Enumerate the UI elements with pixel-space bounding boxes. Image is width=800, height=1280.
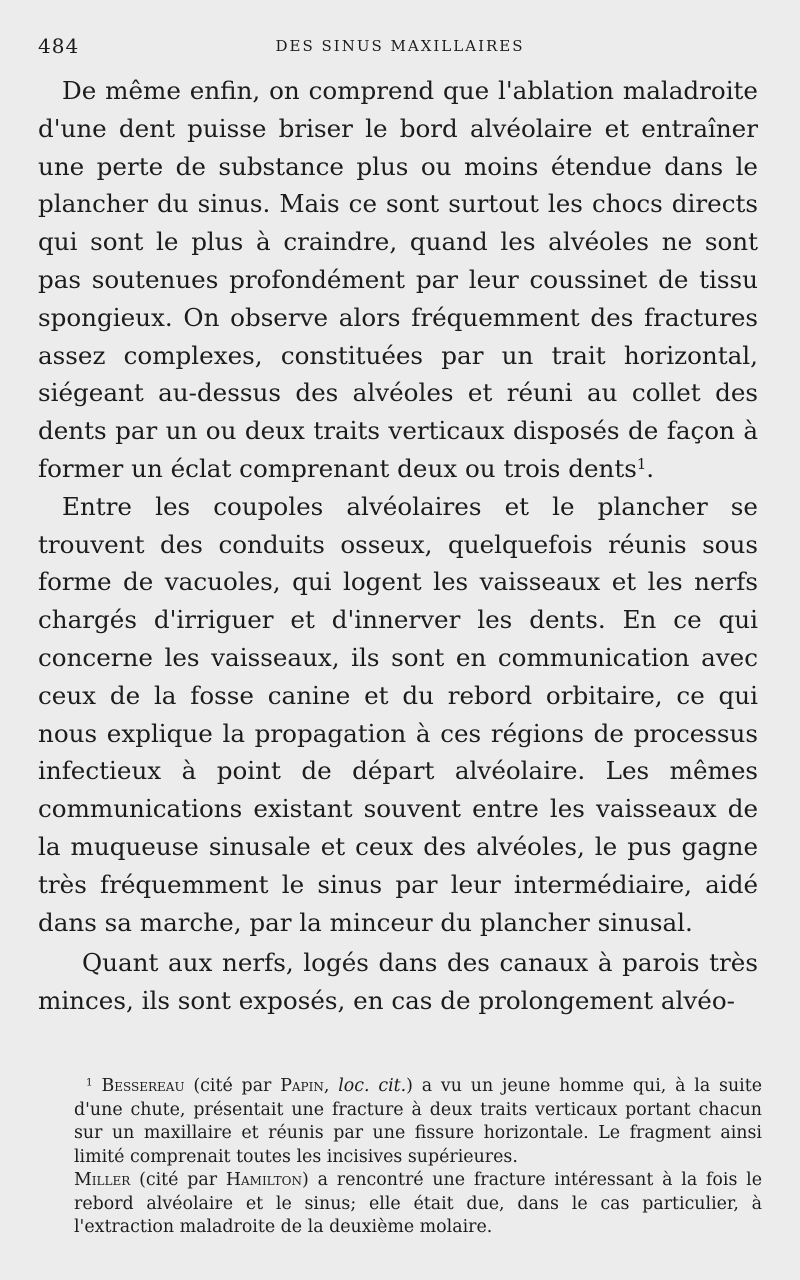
paragraph-text: De même enfin, on comprend que l'ablation maladroite d'une dent puisse briser le bord alvéolaire et entraîner une perte de substance plus ou moins étendue dans le plancher du sinus. Mais ce sont surtout les chocs directs qui sont le plus à craindre, quand les alvéoles ne sont pas soutenues profondément par leur coussinet de tissu spongieux. On observe alors fréquemment des fractures assez complexes, constituées par un trait horizontal, siégeant au-dessus des alvéoles et réuni au collet des dents par un ou deux traits verticaux disposés de façon à former un éclat comprenant deux ou trois dents bbox=[38, 76, 758, 483]
footnote-text: ) a rencontré une fracture intéressant à la fois le rebord alvéolaire et le sinus; elle était due, dans le cas particulier, à l'extraction maladroite de la deuxième molaire. bbox=[74, 1170, 763, 1237]
footnote-text: , bbox=[323, 1076, 339, 1096]
footnote-author: Miller bbox=[74, 1170, 131, 1190]
footnote-mark: 1 bbox=[86, 1076, 93, 1089]
footnote-citation: loc. cit. bbox=[338, 1076, 407, 1096]
footnote bbox=[74, 1169, 762, 1240]
footnotes bbox=[74, 1075, 762, 1240]
paragraph-text: Entre les coupoles alvéolaires et le plancher se trouvent des conduits osseux, quelquefois réunis sous forme de vacuoles, qui logent les vaisseaux et les nerfs chargés d'irriguer et d'innerver les dents. En ce qui concerne les vaisseaux, ils sont en communication avec ceux de la fosse canine et du rebord orbitaire, ce qui nous explique la propagation à ces régions de processus infectieux à point de départ alvéolaire. Les mêmes communications existant souvent entre les vaisseaux de la muqueuse sinusale et ceux des alvéoles, le pus gagne très fréquemment le sinus par leur intermédiaire, aidé dans sa marche, par la minceur du plancher sinusal. bbox=[38, 491, 758, 937]
body-text bbox=[38, 72, 758, 1020]
footnote-text: (cité par bbox=[130, 1170, 226, 1190]
paragraph-end: . bbox=[646, 453, 655, 483]
page-header bbox=[38, 34, 762, 58]
footnote-text: ) a vu un jeune homme qui, à la suite d'une chute, présentait une fracture à deux traits verticaux portant chacun sur un maxillaire et réunis par une fissure horizontale. Le fragment ainsi limité comprenait toutes les incisives supérieures. bbox=[74, 1076, 763, 1167]
paragraph-text: Quant aux nerfs, logés dans des canaux à parois très minces, ils sont exposés, en cas de prolongement alvéo- bbox=[38, 948, 758, 1016]
running-title: DES SINUS MAXILLAIRES bbox=[275, 37, 525, 55]
footnote-cited-author: Papin bbox=[280, 1076, 324, 1096]
footnote-reference: 1 bbox=[636, 455, 647, 473]
page-number: 484 bbox=[38, 34, 80, 58]
paragraph bbox=[38, 72, 758, 488]
footnote bbox=[74, 1075, 762, 1169]
footnote-cited-author: Hamilton bbox=[225, 1170, 303, 1190]
footnote-text: (cité par bbox=[184, 1076, 281, 1096]
paragraph bbox=[38, 944, 758, 1020]
footnote-author: Bessereau bbox=[101, 1076, 185, 1096]
paragraph bbox=[38, 488, 758, 942]
